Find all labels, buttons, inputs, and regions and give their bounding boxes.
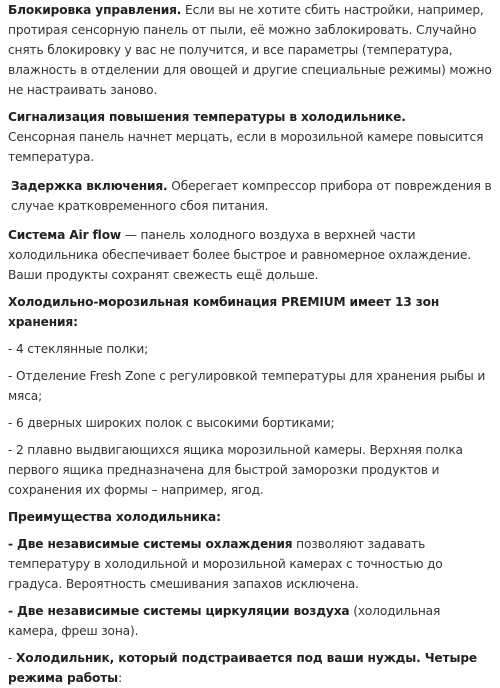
airflow-text: — панель холодного воздуха в верхней части холодильника обеспечивает более быстрое и равномерное охлаждение. Ваши продукты сохранят свежесть ещё дольше. [8, 228, 472, 282]
combo-title: Холодильно-морозильная комбинация PREMIUM имеет 13 зон хранения: [8, 295, 440, 329]
combo-item: - 6 дверных широких полок с высокими бортиками; [8, 416, 335, 430]
combo-item: - 2 плавно выдвигающихся ящика морозильной камеры. Верхняя полка первого ящика предназначена для быстрой заморозки продуктов и сохранения их формы – например, ягод. [8, 443, 463, 497]
delay-text: Оберегает компрессор прибора от повреждения в случае кратковременного сбоя питания. [11, 179, 492, 213]
combo-item: - 4 стеклянные полки; [8, 342, 149, 356]
advantage-item-modes [8, 648, 492, 688]
advantage-circulation-text: (холодильная камера, фреш зона). [8, 604, 441, 638]
advantage-modes-prefix: - [8, 651, 16, 665]
delay-title: Задержка включения. [11, 179, 168, 193]
combo-item: - Отделение Fresh Zone с регулировкой температуры для хранения рыбы и мяса; [8, 369, 486, 403]
lock-text: Если вы не хотите сбить настройки, например, протирая сенсорную панель от пыли, её можно заблокировать. Случайно снять блокировку у вас не получится, и все параметры (температура, влажность в отделении для овощей и другие специальные режимы) можно не настраивать заново. [8, 3, 492, 97]
advantage-cooling-text: позволяют задавать температуру в холодильной и морозильной камерах с точностью до градуса. Вероятность смешивания запахов исключена. [8, 537, 443, 591]
combo-title-paragraph [8, 292, 492, 332]
airflow-title: Система Air flow [8, 228, 122, 242]
advantages-title: Преимущества холодильника: [8, 510, 221, 524]
delay-paragraph [8, 176, 492, 216]
advantage-item-circulation [8, 601, 492, 641]
advantage-modes-bold: Холодильник, который подстраивается под ваши нужды. Четыре режима работы [8, 651, 478, 685]
alarm-title-paragraph [8, 107, 492, 127]
lock-paragraph [8, 0, 492, 100]
advantage-item-cooling [8, 534, 492, 594]
advantages-title-paragraph [8, 507, 492, 527]
alarm-title: Сигнализация повышения температуры в холодильнике. [8, 110, 406, 124]
lock-title: Блокировка управления. [8, 3, 182, 17]
advantage-cooling-bold: - Две независимые системы охлаждения [8, 537, 293, 551]
advantage-modes-text: : [118, 671, 123, 685]
alarm-text: Сенсорная панель начнет мерцать, если в морозильной камере повысится температура. [8, 130, 484, 164]
advantage-circulation-bold: - Две независимые системы циркуляции воздуха [8, 604, 350, 618]
airflow-paragraph [8, 225, 492, 285]
